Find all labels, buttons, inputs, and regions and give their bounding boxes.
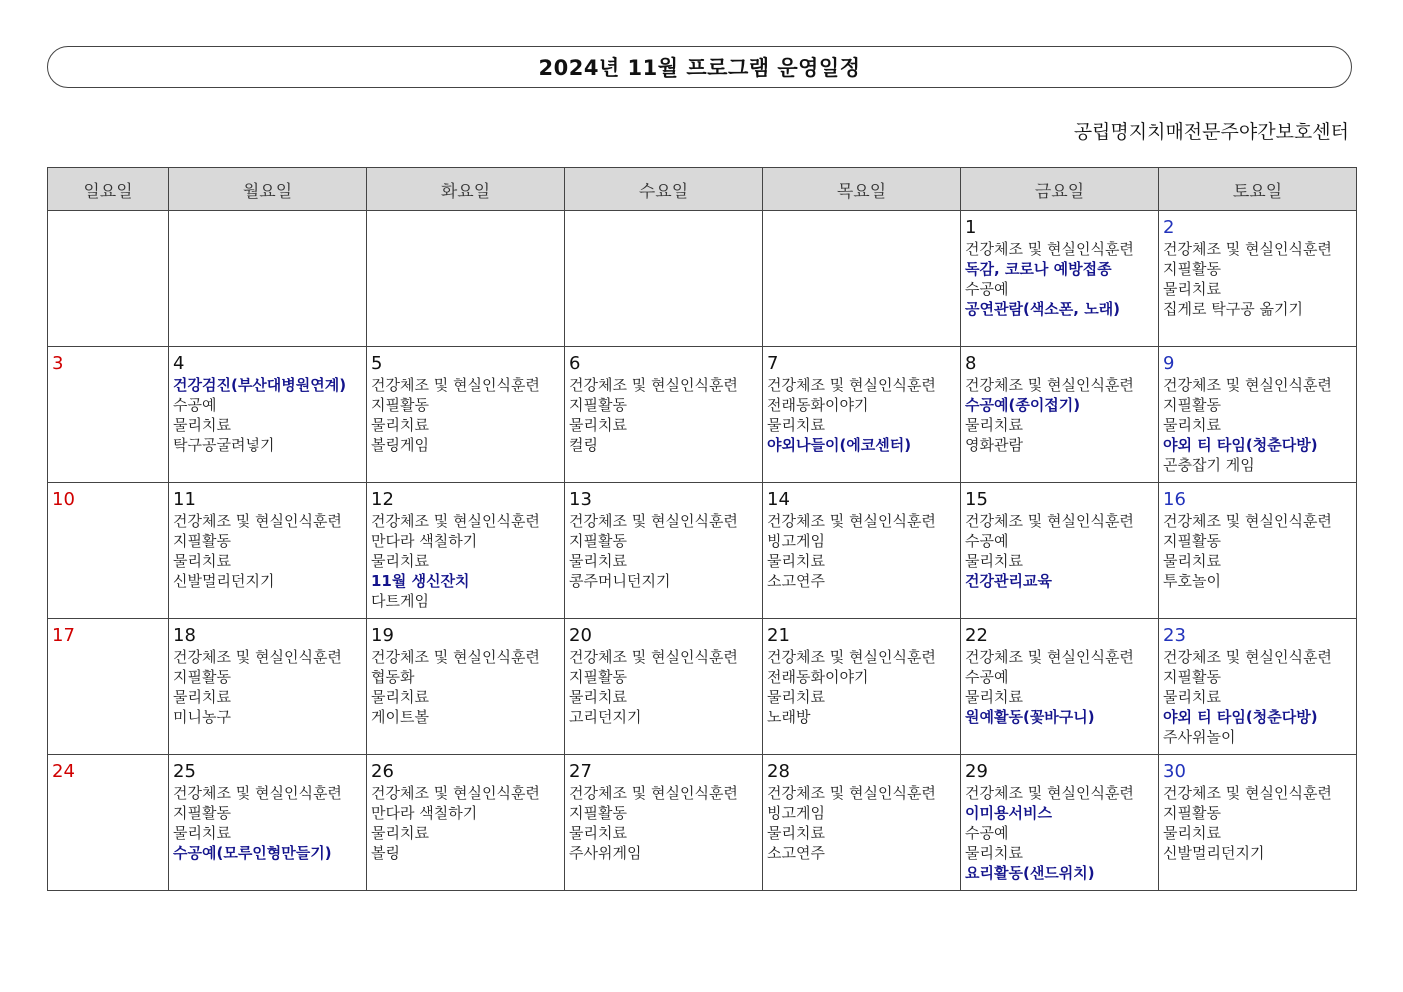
activity-item: 건강체조 및 현실인식훈련 [767,376,936,394]
day-cell [763,347,961,483]
activity-item: 협동화 [371,668,415,686]
activity-item: 물리치료 [767,688,825,706]
activity-item: 주사위게임 [569,844,642,862]
weekday-header-tuesday: 화요일 [367,168,565,211]
day-cell [48,619,169,755]
title-banner [47,46,1352,88]
calendar-body [48,211,1357,891]
activity-item: 물리치료 [1163,280,1221,298]
activity-item: 물리치료 [1163,552,1221,570]
day-cell [367,755,565,891]
day-number: 10 [52,489,75,510]
activity-item: 다트게임 [371,592,429,610]
activity-item: 콩주머니던지기 [569,572,671,590]
activity-item: 만다라 색칠하기 [371,804,478,822]
day-number: 20 [569,625,592,646]
activity-item: 물리치료 [767,552,825,570]
activity-item: 건강체조 및 현실인식훈련 [371,512,540,530]
day-number: 23 [1163,625,1186,646]
day-cell [961,619,1159,755]
day-number: 27 [569,761,592,782]
activity-item: 물리치료 [371,416,429,434]
activity-item: 지필활동 [173,668,231,686]
weekday-header-sunday: 일요일 [48,168,169,211]
day-number: 3 [52,353,64,374]
day-cell [763,755,961,891]
activity-item: 투호놀이 [1163,572,1221,590]
activity-item: 신발멀리던지기 [1163,844,1265,862]
activity-item: 물리치료 [569,552,627,570]
highlighted-activity: 야외 티 타임(청춘다방) [1163,708,1318,726]
activity-item: 집게로 탁구공 옮기기 [1163,300,1303,318]
activity-item: 건강체조 및 현실인식훈련 [767,784,936,802]
activity-item: 물리치료 [965,688,1023,706]
activity-item: 노래방 [767,708,811,726]
day-number: 30 [1163,761,1186,782]
activity-item: 건강체조 및 현실인식훈련 [173,512,342,530]
activity-item: 탁구공굴려넣기 [173,436,275,454]
highlighted-activity: 건강검진(부산대병원연계) [173,376,347,394]
activity-item: 건강체조 및 현실인식훈련 [1163,512,1332,530]
highlighted-activity: 독감, 코로나 예방접종 [965,260,1112,278]
day-number: 28 [767,761,790,782]
day-number: 7 [767,353,779,374]
activity-item: 물리치료 [569,824,627,842]
day-cell [565,619,763,755]
activity-item: 지필활동 [173,804,231,822]
activity-item: 건강체조 및 현실인식훈련 [569,512,738,530]
day-number: 19 [371,625,394,646]
day-cell [1159,619,1357,755]
day-cell [1159,755,1357,891]
highlighted-activity: 원예활동(꽃바구니) [965,708,1095,726]
activity-item: 물리치료 [173,416,231,434]
activity-item: 빙고게임 [767,804,825,822]
activity-item: 물리치료 [569,416,627,434]
activity-item: 고리던지기 [569,708,642,726]
day-number: 22 [965,625,988,646]
week-row [48,755,1357,891]
day-cell [961,211,1159,347]
day-number: 1 [965,217,977,238]
activity-item: 전래동화이야기 [767,668,869,686]
day-cell [565,483,763,619]
activity-item: 건강체조 및 현실인식훈련 [371,376,540,394]
activity-item: 물리치료 [767,824,825,842]
activity-item: 건강체조 및 현실인식훈련 [1163,240,1332,258]
day-number: 4 [173,353,185,374]
day-number: 17 [52,625,75,646]
day-cell [565,211,763,347]
highlighted-activity: 요리활동(샌드위치) [965,864,1095,882]
day-number: 6 [569,353,581,374]
day-cell [367,483,565,619]
day-cell [48,483,169,619]
activity-item: 건강체조 및 현실인식훈련 [767,648,936,666]
activity-item: 지필활동 [569,396,627,414]
day-cell [48,347,169,483]
activity-item: 건강체조 및 현실인식훈련 [965,512,1134,530]
day-number: 16 [1163,489,1186,510]
day-cell [48,755,169,891]
activity-item: 건강체조 및 현실인식훈련 [965,240,1134,258]
activity-item: 건강체조 및 현실인식훈련 [1163,376,1332,394]
activity-item: 물리치료 [965,416,1023,434]
day-number: 15 [965,489,988,510]
day-cell [565,347,763,483]
highlighted-activity: 이미용서비스 [965,804,1052,822]
day-number: 8 [965,353,977,374]
day-number: 26 [371,761,394,782]
weekday-header-saturday: 토요일 [1159,168,1357,211]
activity-item: 지필활동 [1163,260,1221,278]
activity-item: 건강체조 및 현실인식훈련 [965,376,1134,394]
highlighted-activity: 11월 생신잔치 [371,572,470,590]
activity-item: 지필활동 [569,532,627,550]
activity-item: 지필활동 [1163,668,1221,686]
activity-item: 빙고게임 [767,532,825,550]
weekday-header-row [48,168,1357,211]
activity-item: 물리치료 [371,688,429,706]
day-number: 12 [371,489,394,510]
activity-item: 물리치료 [1163,416,1221,434]
day-cell [367,211,565,347]
day-number: 5 [371,353,383,374]
day-cell [169,619,367,755]
weekday-header-monday: 월요일 [169,168,367,211]
day-cell [1159,211,1357,347]
activity-item: 건강체조 및 현실인식훈련 [569,648,738,666]
day-cell [48,211,169,347]
day-cell [169,347,367,483]
day-cell [169,755,367,891]
day-number: 11 [173,489,196,510]
activity-item: 컬링 [569,436,598,454]
day-number: 13 [569,489,592,510]
week-row [48,619,1357,755]
activity-item: 수공예 [965,668,1009,686]
activity-item: 지필활동 [569,804,627,822]
day-cell [367,619,565,755]
activity-item: 건강체조 및 현실인식훈련 [965,648,1134,666]
calendar-table [47,167,1357,891]
day-cell [1159,347,1357,483]
activity-item: 지필활동 [1163,396,1221,414]
organization-name: 공립명지치매전문주야간보호센터 [1073,121,1349,143]
activity-item: 건강체조 및 현실인식훈련 [767,512,936,530]
day-cell [169,483,367,619]
activity-item: 소고연주 [767,844,825,862]
highlighted-activity: 야외나들이(에코센터) [767,436,912,454]
activity-item: 건강체조 및 현실인식훈련 [569,784,738,802]
activity-item: 물리치료 [173,688,231,706]
activity-item: 물리치료 [965,552,1023,570]
activity-item: 수공예 [965,532,1009,550]
day-cell [961,755,1159,891]
activity-item: 주사위놀이 [1163,728,1236,746]
activity-item: 물리치료 [173,824,231,842]
day-cell [763,619,961,755]
week-row [48,347,1357,483]
activity-item: 영화관람 [965,436,1023,454]
activity-item: 건강체조 및 현실인식훈련 [173,648,342,666]
activity-item: 게이트볼 [371,708,429,726]
day-number: 25 [173,761,196,782]
activity-item: 건강체조 및 현실인식훈련 [371,648,540,666]
day-number: 18 [173,625,196,646]
activity-item: 물리치료 [371,824,429,842]
day-number: 29 [965,761,988,782]
highlighted-activity: 수공예(모루인형만들기) [173,844,332,862]
highlighted-activity: 건강관리교육 [965,572,1052,590]
activity-item: 지필활동 [1163,804,1221,822]
activity-item: 소고연주 [767,572,825,590]
activity-item: 물리치료 [173,552,231,570]
activity-item: 만다라 색칠하기 [371,532,478,550]
activity-item: 볼링게임 [371,436,429,454]
day-number: 14 [767,489,790,510]
highlighted-activity: 공연관람(색소폰, 노래) [965,300,1121,318]
activity-item: 지필활동 [569,668,627,686]
activity-item: 곤충잡기 게임 [1163,456,1255,474]
activity-item: 물리치료 [1163,824,1221,842]
activity-item: 신발멀리던지기 [173,572,275,590]
activity-item: 미니농구 [173,708,231,726]
day-number: 24 [52,761,75,782]
activity-item: 건강체조 및 현실인식훈련 [965,784,1134,802]
day-number: 9 [1163,353,1175,374]
activity-item: 전래동화이야기 [767,396,869,414]
activity-item: 물리치료 [767,416,825,434]
day-cell [1159,483,1357,619]
week-row [48,483,1357,619]
day-number: 21 [767,625,790,646]
activity-item: 건강체조 및 현실인식훈련 [569,376,738,394]
activity-item: 물리치료 [569,688,627,706]
activity-item: 건강체조 및 현실인식훈련 [173,784,342,802]
page-title: 2024년 11월 프로그램 운영일정 [538,56,861,80]
week-row [48,211,1357,347]
day-cell [367,347,565,483]
activity-item: 물리치료 [965,844,1023,862]
activity-item: 지필활동 [371,396,429,414]
day-cell [961,347,1159,483]
highlighted-activity: 야외 티 타임(청춘다방) [1163,436,1318,454]
weekday-header-thursday: 목요일 [763,168,961,211]
day-cell [169,211,367,347]
day-cell [763,211,961,347]
activity-item: 건강체조 및 현실인식훈련 [1163,648,1332,666]
activity-item: 지필활동 [173,532,231,550]
activity-item: 수공예 [965,824,1009,842]
weekday-header-wednesday: 수요일 [565,168,763,211]
day-cell [961,483,1159,619]
activity-item: 수공예 [173,396,217,414]
activity-item: 볼링 [371,844,400,862]
highlighted-activity: 수공예(종이접기) [965,396,1081,414]
day-cell [763,483,961,619]
day-number: 2 [1163,217,1175,238]
activity-item: 건강체조 및 현실인식훈련 [1163,784,1332,802]
activity-item: 수공예 [965,280,1009,298]
activity-item: 물리치료 [371,552,429,570]
activity-item: 건강체조 및 현실인식훈련 [371,784,540,802]
activity-item: 물리치료 [1163,688,1221,706]
weekday-header-friday: 금요일 [961,168,1159,211]
activity-item: 지필활동 [1163,532,1221,550]
day-cell [565,755,763,891]
